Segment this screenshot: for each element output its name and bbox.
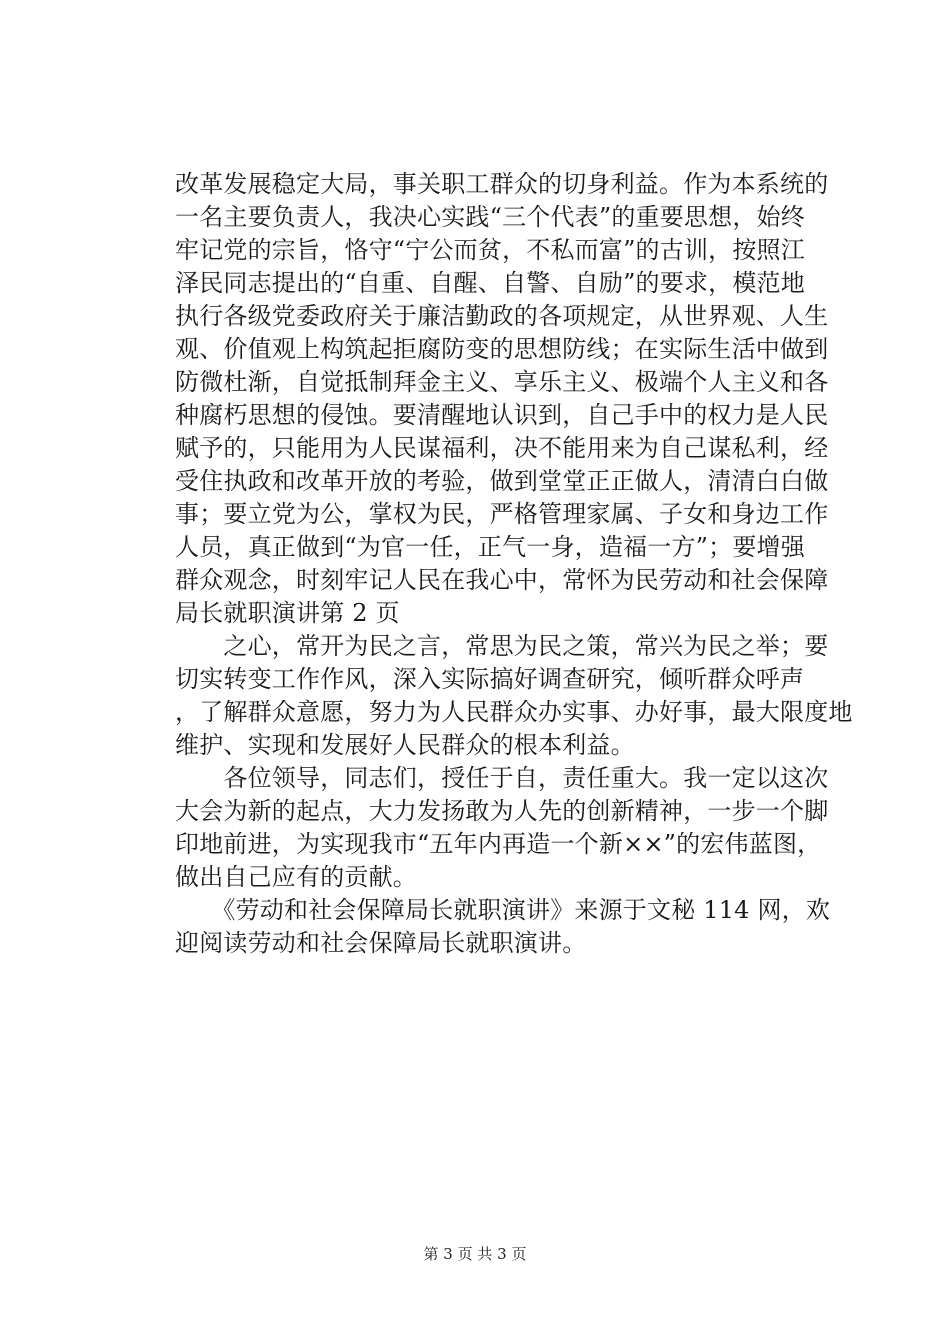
- text-line: 迎阅读劳动和社会保障局长就职演讲。: [175, 929, 587, 957]
- text-line: 印地前进，为实现我市“五年内再造一个新××”的宏伟蓝图，: [175, 830, 822, 858]
- text-line: 执行各级党委政府关于廉洁勤政的各项规定，从世界观、人生: [175, 302, 829, 330]
- text-line: 种腐朽思想的侵蚀。要清醒地认识到，自己手中的权力是人民: [175, 401, 829, 429]
- text-line: 一名主要负责人，我决心实践“三个代表”的重要思想，始终: [175, 203, 805, 231]
- text-line: 观、价值观上构筑起拒腐防变的思想防线；在实际生活中做到: [175, 335, 829, 363]
- page-footer: 第 3 页 共 3 页: [423, 1245, 527, 1263]
- text-line: 牢记党的宗旨，恪守“宁公而贫，不私而富”的古训，按照江: [175, 236, 805, 264]
- text-line: 局长就职演讲第 2 页: [175, 599, 400, 627]
- text-line: 《劳动和社会保障局长就职演讲》来源于文秘 114 网，欢: [175, 896, 831, 924]
- text-line: 各位领导，同志们，授任于自，责任重大。我一定以这次: [175, 764, 829, 792]
- text-line: 做出自己应有的贡献。: [175, 863, 417, 891]
- text-line: 赋予的，只能用为人民谋福利，决不能用来为自己谋私利，经: [175, 434, 829, 462]
- text-line: 泽民同志提出的“自重、自醒、自警、自励”的要求，模范地: [175, 269, 805, 297]
- text-line: 大会为新的起点，大力发扬敢为人先的创新精神，一步一个脚: [175, 797, 829, 825]
- text-line: 改革发展稳定大局，事关职工群众的切身利益。作为本系统的: [175, 170, 829, 198]
- text-line: 受住执政和改革开放的考验，做到堂堂正正做人，清清白白做: [175, 467, 829, 495]
- text-line: 之心，常开为民之言，常思为民之策，常兴为民之举；要: [175, 632, 829, 660]
- text-line: 群众观念，时刻牢记人民在我心中，常怀为民劳动和社会保障: [175, 566, 829, 594]
- text-line: 切实转变工作作风，深入实际搞好调查研究，倾听群众呼声: [175, 665, 805, 693]
- text-line: 防微杜渐，自觉抵制拜金主义、享乐主义、极端个人主义和各: [175, 368, 829, 396]
- document-body: [175, 168, 853, 960]
- text-line: 维护、实现和发展好人民群众的根本利益。: [175, 731, 635, 759]
- text-line: 人员，真正做到“为官一任，正气一身，造福一方”；要增强: [175, 533, 805, 561]
- text-line: ，了解群众意愿，努力为人民群众办实事、办好事，最大限度地: [175, 698, 853, 726]
- text-line: 事；要立党为公，掌权为民，严格管理家属、子女和身边工作: [175, 500, 829, 528]
